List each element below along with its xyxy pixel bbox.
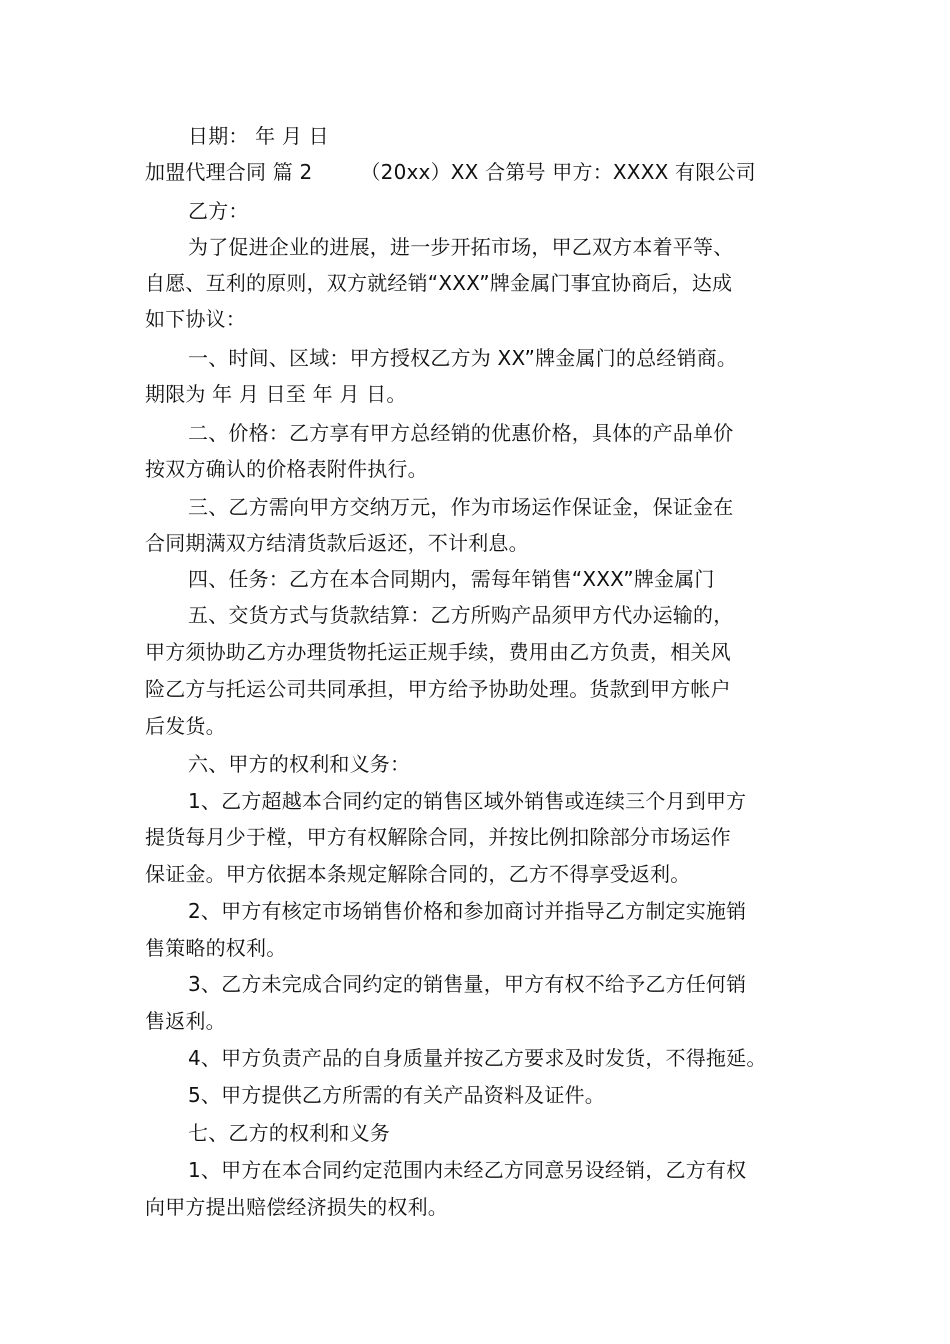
party-b-line: 乙方：: [188, 199, 249, 223]
clause6-2-line-2: 售策略的权利。: [145, 936, 287, 960]
contract-title: 加盟代理合同 篇 2: [145, 160, 313, 184]
clause6-3-line-1: 3、乙方未完成合同约定的销售量，甲方有权不给予乙方任何销: [188, 972, 747, 996]
clause1-line-2: 期限为 年 月 日至 年 月 日。: [145, 382, 407, 406]
contract-number: （20xx）XX 合第号 甲方：XXXX 有限公司: [360, 160, 756, 184]
intro-line-3: 如下协议：: [145, 307, 246, 331]
clause6-1-line-1: 1、乙方超越本合同约定的销售区域外销售或连续三个月到甲方: [188, 789, 747, 813]
clause4-line: 四、任务：乙方在本合同期内，需每年销售“XXX”牌金属门: [188, 567, 715, 591]
clause6-2-line-1: 2、甲方有核定市场销售价格和参加商讨并指导乙方制定实施销: [188, 899, 747, 923]
clause3-line-2: 合同期满双方结清货款后返还，不计利息。: [145, 531, 529, 555]
clause5-line-3: 险乙方与托运公司共同承担，甲方给予协助处理。货款到甲方帐户: [145, 677, 731, 701]
clause7-1-line-2: 向甲方提出赔偿经济损失的权利。: [145, 1195, 448, 1219]
clause6-5-line: 5、甲方提供乙方所需的有关产品资料及证件。: [188, 1083, 605, 1107]
clause6-4-line: 4、甲方负责产品的自身质量并按乙方要求及时发货，不得拖延。: [188, 1046, 767, 1070]
clause5-line-1: 五、交货方式与货款结算：乙方所购产品须甲方代办运输的，: [188, 603, 734, 627]
intro-line-2: 自愿、互利的原则，双方就经销“XXX”牌金属门事宜协商后，达成: [145, 271, 733, 295]
clause6-title: 六、甲方的权利和义务：: [188, 752, 411, 776]
contract-heading: [145, 160, 825, 184]
clause5-line-2: 甲方须协助乙方办理货物托运正规手续，费用由乙方负责，相关风: [145, 640, 731, 664]
clause6-1-line-3: 保证金。甲方依据本条规定解除合同的，乙方不得享受返利。: [145, 862, 691, 886]
clause2-line-1: 二、价格：乙方享有甲方总经销的优惠价格，具体的产品单价: [188, 421, 734, 445]
date-line: 日期： 年 月 日: [188, 124, 329, 148]
clause1-line-1: 一、时间、区域：甲方授权乙方为 XX”牌金属门的总经销商。: [188, 346, 738, 370]
clause3-line-1: 三、乙方需向甲方交纳万元，作为市场运作保证金，保证金在: [188, 495, 734, 519]
clause7-1-line-1: 1、甲方在本合同约定范围内未经乙方同意另设经销，乙方有权: [188, 1158, 747, 1182]
clause5-line-4: 后发货。: [145, 714, 226, 738]
clause7-title: 七、乙方的权利和义务: [188, 1121, 390, 1145]
clause6-3-line-2: 售返利。: [145, 1009, 226, 1033]
intro-line-1: 为了促进企业的进展，进一步开拓市场，甲乙双方本着平等、: [188, 235, 734, 259]
clause6-1-line-2: 提货每月少于樘，甲方有权解除合同，并按比例扣除部分市场运作: [145, 825, 731, 849]
clause2-line-2: 按双方确认的价格表附件执行。: [145, 457, 428, 481]
